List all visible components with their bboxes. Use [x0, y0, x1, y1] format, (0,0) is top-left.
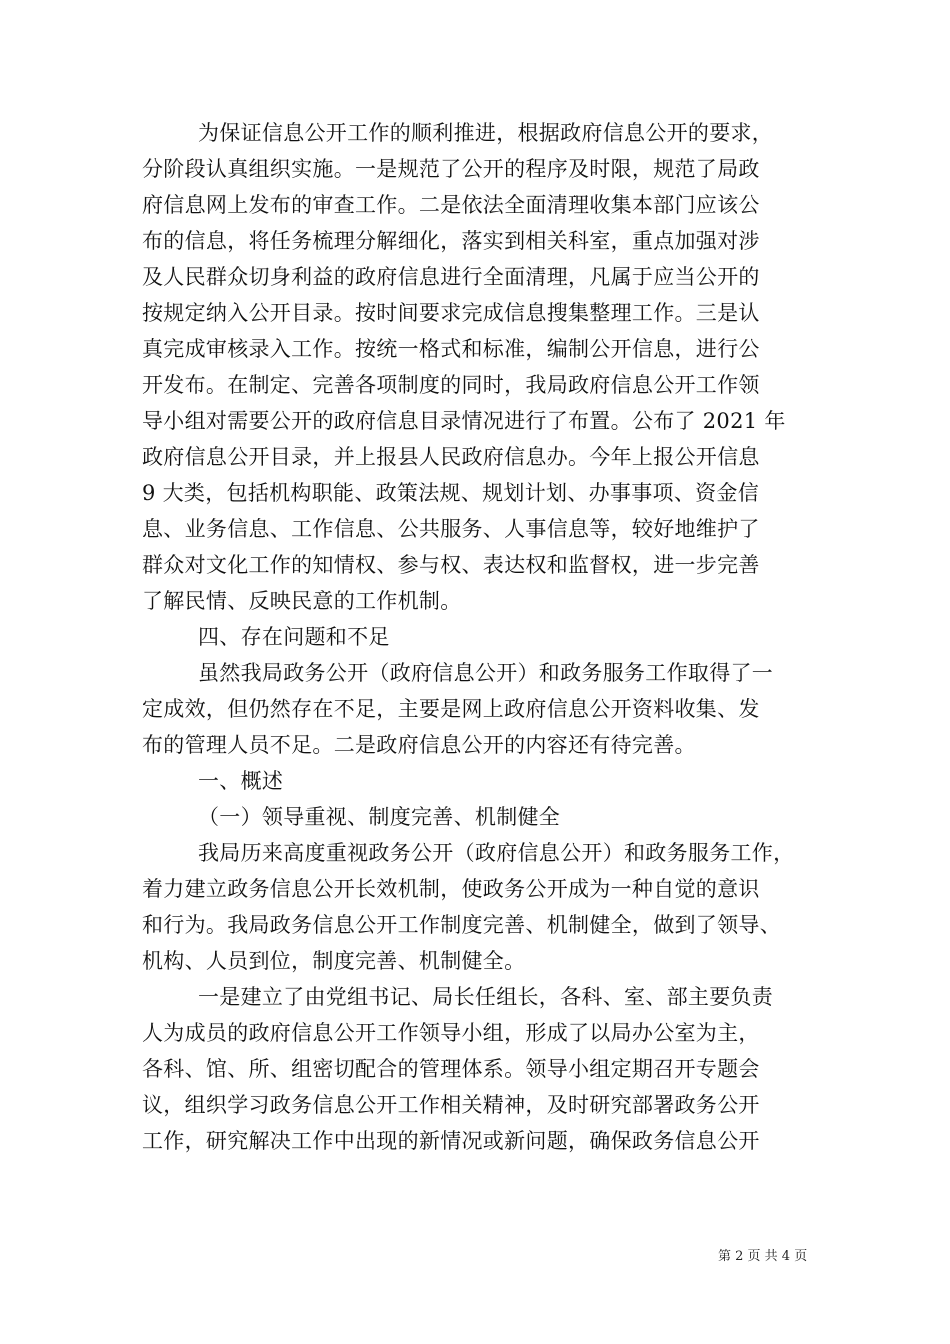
- section-heading: 四、存在问题和不足: [198, 625, 390, 649]
- text-line: 议，组织学习政务信息公开工作相关精神，及时研究部署政务公开: [142, 1093, 760, 1117]
- text-line: 虽然我局政务公开（政府信息公开）和政务服务工作取得了一: [198, 661, 774, 685]
- text-line: 息、业务信息、工作信息、公共服务、人事信息等，较好地维护了: [142, 517, 760, 541]
- text-line: 我局历来高度重视政务公开（政府信息公开）和政务服务工作，: [198, 841, 795, 865]
- text-line: 人为成员的政府信息公开工作领导小组，形成了以局办公室为主，: [142, 1021, 760, 1045]
- text-line: 布的信息，将任务梳理分解细化，落实到相关科室，重点加强对涉: [142, 229, 760, 253]
- text-line: 开发布。在制定、完善各项制度的同时，我局政府信息公开工作领: [142, 373, 760, 397]
- text-line: 导小组对需要公开的政府信息目录情况进行了布置。公布了 2021 年: [142, 409, 786, 433]
- text-line: 和行为。我局政务信息公开工作制度完善、机制健全，做到了领导、: [142, 913, 781, 937]
- text-line: 了解民情、反映民意的工作机制。: [142, 589, 462, 613]
- text-line: 定成效，但仍然存在不足，主要是网上政府信息公开资料收集、发: [142, 697, 760, 721]
- text-line: 机构、人员到位，制度完善、机制健全。: [142, 949, 526, 973]
- section-heading: 一、概述: [198, 769, 284, 793]
- text-line: 群众对文化工作的知情权、参与权、表达权和监督权，进一步完善: [142, 553, 760, 577]
- text-line: 各科、馆、所、组密切配合的管理体系。领导小组定期召开专题会: [142, 1057, 760, 1081]
- page-indicator: 第 2 页 共 4 页: [718, 1249, 808, 1264]
- text-line: 一是建立了由党组书记、局长任组长，各科、室、部主要负责: [198, 985, 774, 1009]
- text-line: 府信息网上发布的审查工作。二是依法全面清理收集本部门应该公: [142, 193, 760, 217]
- text-line: 政府信息公开目录，并上报县人民政府信息办。今年上报公开信息: [142, 445, 760, 469]
- text-line: 为保证信息公开工作的顺利推进，根据政府信息公开的要求，: [198, 121, 774, 145]
- text-line: 工作，研究解决工作中出现的新情况或新问题，确保政务信息公开: [142, 1129, 760, 1153]
- text-line: 真完成审核录入工作。按统一格式和标准，编制公开信息，进行公: [142, 337, 760, 361]
- text-line: 分阶段认真组织实施。一是规范了公开的程序及时限，规范了局政: [142, 157, 760, 181]
- subsection-heading: （一）领导重视、制度完善、机制健全: [198, 805, 561, 829]
- text-line: 着力建立政务信息公开长效机制，使政务公开成为一种自觉的意识: [142, 877, 760, 901]
- text-line: 按规定纳入公开目录。按时间要求完成信息搜集整理工作。三是认: [142, 301, 760, 325]
- text-line: 及人民群众切身利益的政府信息进行全面清理，凡属于应当公开的: [142, 265, 760, 289]
- text-line: 布的管理人员不足。二是政府信息公开的内容还有待完善。: [142, 733, 696, 757]
- text-line: 9 大类，包括机构职能、政策法规、规划计划、办事事项、资金信: [142, 481, 760, 505]
